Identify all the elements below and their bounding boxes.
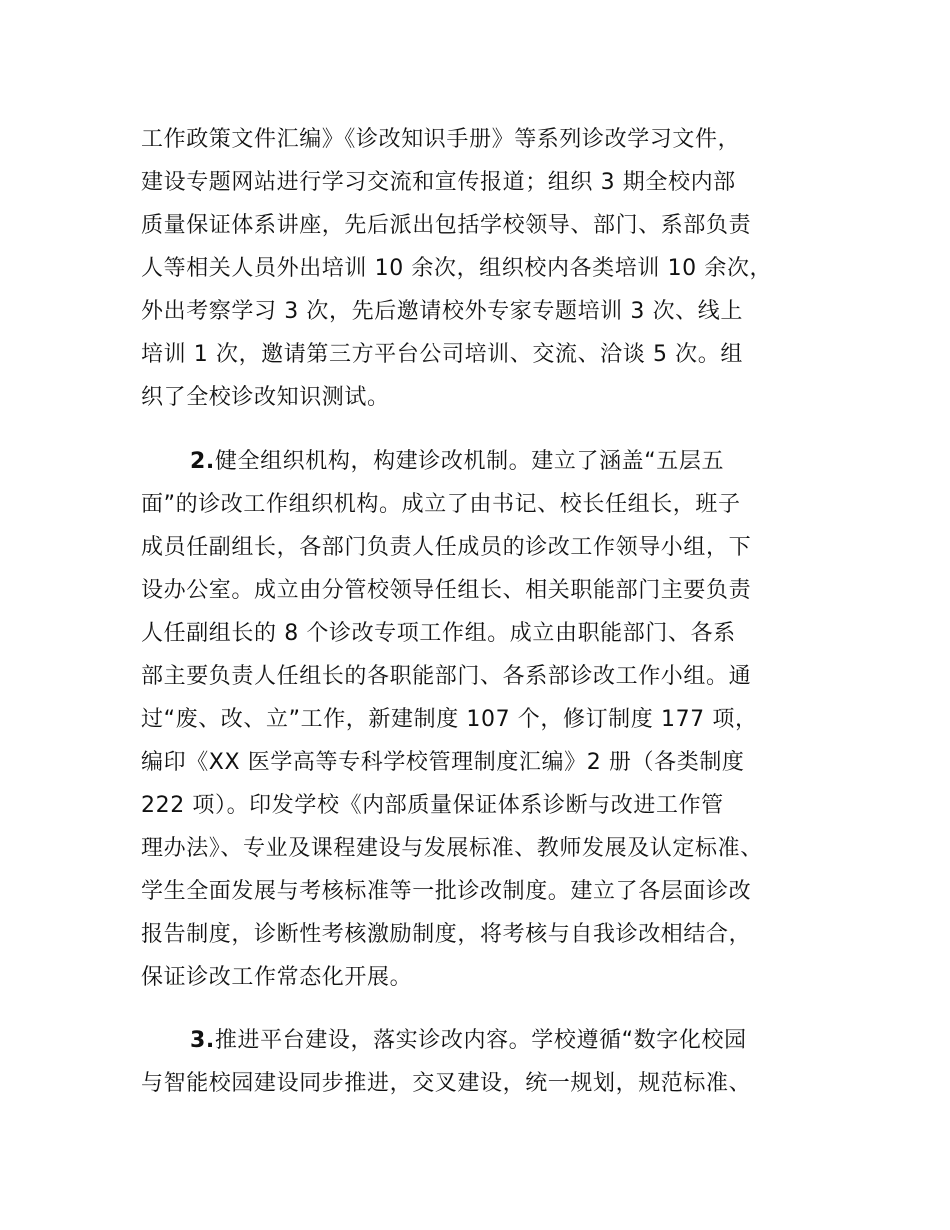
paragraph-number: 3. — [190, 1028, 215, 1053]
text-line: 工作政策文件汇编》《诊改知识手册》等系列诊改学习文件， — [141, 127, 741, 152]
text-line: 面”的诊改工作组织机构。成立了由书记、校长任组长，班子 — [141, 492, 741, 517]
text-line: 学生全面发展与考核标准等一批诊改制度。建立了各层面诊改 — [141, 879, 752, 904]
paragraph-number: 2. — [190, 449, 215, 474]
text-line: 报告制度，诊断性考核激励制度，将考核与自我诊改相结合， — [141, 922, 752, 947]
text-line: 保证诊改工作常态化开展。 — [141, 965, 413, 990]
text-line: 部主要负责人任组长的各职能部门、各系部诊改工作小组。通 — [141, 664, 752, 689]
text-line: 培训 1 次，邀请第三方平台公司培训、交流、洽谈 5 次。组 — [141, 342, 743, 367]
text-line: 人等相关人员外出培训 10 余次，组织校内各类培训 10 余次， — [141, 256, 773, 281]
text-line: 质量保证体系讲座，先后派出包括学校领导、部门、系部负责 — [141, 213, 752, 238]
paragraph-heading-line — [190, 1025, 747, 1057]
text-line: 理办法》、专业及课程建设与发展标准、教师发展及认定标准、 — [141, 836, 763, 861]
text-line: 222 项）。印发学校《内部质量保证体系诊断与改进工作管 — [141, 793, 724, 818]
paragraph-heading-text: 健全组织机构，构建诊改机制。建立了涵盖“五层五 — [214, 449, 725, 474]
text-line: 建设专题网站进行学习交流和宣传报道；组织 3 期全校内部 — [141, 170, 736, 195]
text-line: 编印《XX 医学高等专科学校管理制度汇编》2 册（各类制度 — [141, 750, 745, 775]
text-line: 成员任副组长，各部门负责人任成员的诊改工作领导小组，下 — [141, 535, 752, 560]
text-line: 设办公室。成立由分管校领导任组长、相关职能部门主要负责 — [141, 578, 752, 603]
text-line: 与智能校园建设同步推进，交叉建设，统一规划，规范标准、 — [141, 1071, 752, 1096]
text-line: 外出考察学习 3 次，先后邀请校外专家专题培训 3 次、线上 — [141, 299, 743, 324]
text-line: 织了全校诊改知识测试。 — [141, 385, 390, 410]
paragraph-heading-text: 推进平台建设，落实诊改内容。学校遵循“数字化校园 — [214, 1028, 747, 1053]
text-line: 人任副组长的 8 个诊改专项工作组。成立由职能部门、各系 — [141, 621, 736, 646]
paragraph-heading-line — [190, 446, 724, 478]
text-line: 过“废、改、立”工作，新建制度 107 个，修订制度 177 项， — [141, 707, 758, 732]
